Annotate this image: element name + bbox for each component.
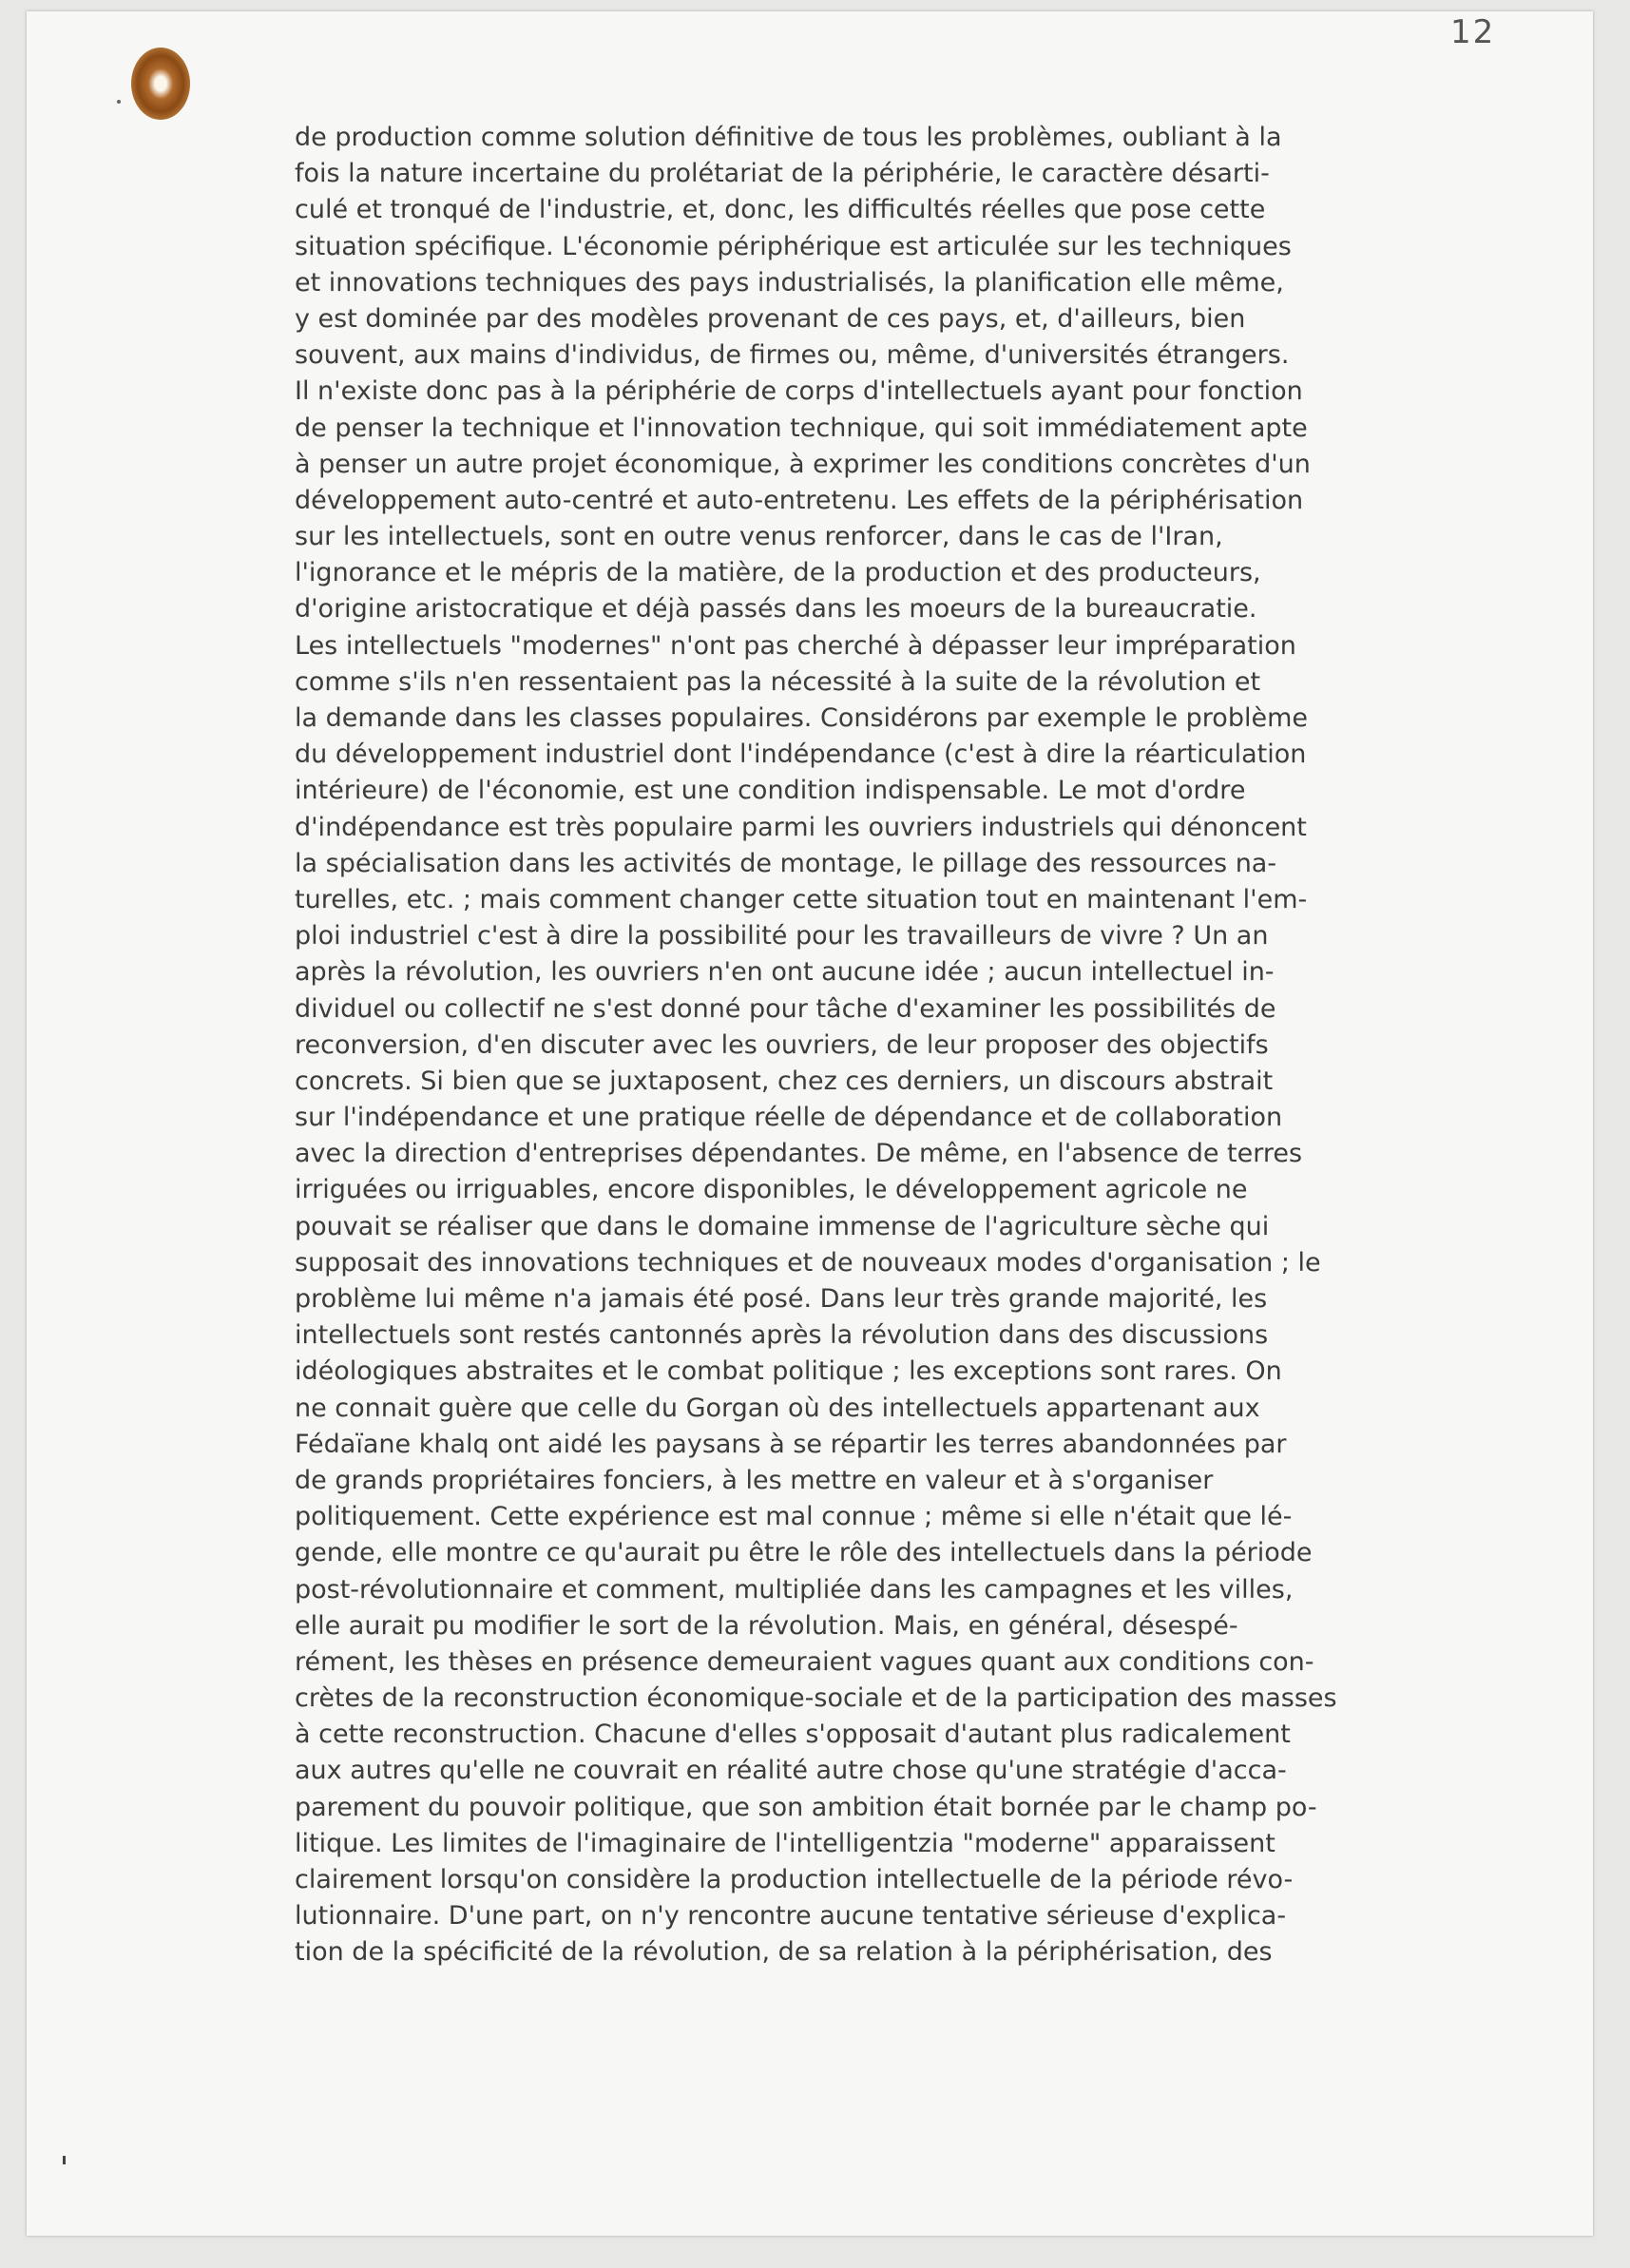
text-line: turelles, etc. ; mais comment changer cette situation tout en maintenant l'em-: [295, 884, 1308, 914]
text-line: irriguées ou irriguables, encore disponibles, le développement agricole ne: [295, 1175, 1248, 1205]
text-line: développement auto-centré et auto-entretenu. Les effets de la périphérisation: [295, 485, 1304, 515]
text-line: y est dominée par des modèles provenant de ces pays, et, d'ailleurs, bien: [295, 303, 1246, 334]
text-line: parement du pouvoir politique, que son ambition était bornée par le champ po-: [295, 1792, 1317, 1822]
text-line: la spécialisation dans les activités de montage, le pillage des ressources na-: [295, 848, 1277, 878]
body-text: [295, 120, 1568, 1971]
text-line: intérieure) de l'économie, est une condition indispensable. Le mot d'ordre: [295, 776, 1246, 806]
text-line: d'origine aristocratique et déjà passés dans les moeurs de la bureaucratie.: [295, 594, 1257, 625]
text-line: litique. Les limites de l'imaginaire de l'intelligentzia "moderne" apparaissent: [295, 1828, 1275, 1858]
text-line: et innovations techniques des pays industrialisés, la planification elle même,: [295, 267, 1284, 298]
text-line: concrets. Si bien que se juxtaposent, chez ces derniers, un discours abstrait: [295, 1066, 1274, 1096]
page-number: 12: [1450, 13, 1496, 51]
text-line: de penser la technique et l'innovation technique, qui soit immédiatement apte: [295, 413, 1308, 443]
text-line: du développement industriel dont l'indépendance (c'est à dire la réarticulation: [295, 740, 1307, 770]
text-line: à penser un autre projet économique, à exprimer les conditions concrètes d'un: [295, 449, 1311, 479]
rust-stain: [131, 48, 190, 120]
text-line: ploi industriel c'est à dire la possibilité pour les travailleurs de vivre ? Un an: [295, 921, 1269, 951]
text-line: situation spécifique. L'économie périphérique est articulée sur les techniques: [295, 231, 1292, 261]
text-line: à cette reconstruction. Chacune d'elles s'opposait d'autant plus radicalement: [295, 1720, 1291, 1750]
text-line: politiquement. Cette expérience est mal connue ; même si elle n'était que lé-: [295, 1502, 1293, 1532]
text-line: supposait des innovations techniques et de nouveaux modes d'organisation ; le: [295, 1247, 1321, 1278]
text-line: ne connait guère que celle du Gorgan où des intellectuels appartenant aux: [295, 1393, 1260, 1423]
text-line: l'ignorance et le mépris de la matière, de la production et des producteurs,: [295, 558, 1261, 588]
text-line: de production comme solution définitive de tous les problèmes, oubliant à la: [295, 123, 1282, 152]
text-line: d'indépendance est très populaire parmi les ouvriers industriels qui dénoncent: [295, 812, 1307, 842]
text-line: aux autres qu'elle ne couvrait en réalité autre chose qu'une stratégie d'acca-: [295, 1756, 1287, 1786]
edge-mark: [63, 2156, 66, 2164]
text-line: lutionnaire. D'une part, on n'y rencontre aucune tentative sérieuse d'explica-: [295, 1901, 1287, 1932]
text-line: fois la nature incertaine du prolétariat de la périphérie, le caractère désarti-: [295, 159, 1270, 189]
text-line: tion de la spécificité de la révolution, de sa relation à la périphérisation, des: [295, 1937, 1273, 1968]
text-line: crètes de la reconstruction économique-sociale et de la participation des masses: [295, 1683, 1337, 1714]
text-line: Fédaïane khalq ont aidé les paysans à se répartir les terres abandonnées par: [295, 1429, 1287, 1459]
text-line: rément, les thèses en présence demeuraient vagues quant aux conditions con-: [295, 1646, 1314, 1677]
text-line: sur les intellectuels, sont en outre venus renforcer, dans le cas de l'Iran,: [295, 522, 1223, 552]
text-line: Il n'existe donc pas à la périphérie de corps d'intellectuels ayant pour fonction: [295, 376, 1303, 407]
text-line: elle aurait pu modifier le sort de la révolution. Mais, en général, désespé-: [295, 1610, 1238, 1641]
text-line: Les intellectuels "modernes" n'ont pas cherché à dépasser leur impréparation: [295, 630, 1296, 661]
text-line: sur l'indépendance et une pratique réelle de dépendance et de collaboration: [295, 1103, 1283, 1133]
text-line: idéologiques abstraites et le combat politique ; les exceptions sont rares. On: [295, 1356, 1282, 1387]
ink-dot: [117, 100, 121, 104]
paper-sheet: [27, 11, 1593, 2236]
text-line: avec la direction d'entreprises dépendantes. De même, en l'absence de terres: [295, 1139, 1303, 1169]
text-line: culé et tronqué de l'industrie, et, donc, les difficultés réelles que pose cette: [295, 195, 1266, 225]
text-line: la demande dans les classes populaires. Considérons par exemple le problème: [295, 703, 1308, 733]
text-line: intellectuels sont restés cantonnés après la révolution dans des discussions: [295, 1320, 1269, 1351]
text-line: de grands propriétaires fonciers, à les mettre en valeur et à s'organiser: [295, 1465, 1214, 1495]
text-line: post-révolutionnaire et comment, multipliée dans les campagnes et les villes,: [295, 1574, 1294, 1605]
text-line: problème lui même n'a jamais été posé. Dans leur très grande majorité, les: [295, 1284, 1268, 1314]
text-line: pouvait se réaliser que dans le domaine immense de l'agriculture sèche qui: [295, 1211, 1270, 1241]
text-line: reconversion, d'en discuter avec les ouvriers, de leur proposer des objectifs: [295, 1029, 1269, 1060]
text-line: après la révolution, les ouvriers n'en ont aucune idée ; aucun intellectuel in-: [295, 957, 1275, 988]
text-line: souvent, aux mains d'individus, de firmes ou, même, d'universités étrangers.: [295, 340, 1290, 371]
text-line: clairement lorsqu'on considère la production intellectuelle de la période révo-: [295, 1865, 1294, 1894]
text-line: comme s'ils n'en ressentaient pas la nécessité à la suite de la révolution et: [295, 666, 1261, 697]
text-line: dividuel ou collectif ne s'est donné pour tâche d'examiner les possibilités de: [295, 993, 1276, 1024]
text-line: gende, elle montre ce qu'aurait pu être le rôle des intellectuels dans la période: [295, 1538, 1313, 1568]
